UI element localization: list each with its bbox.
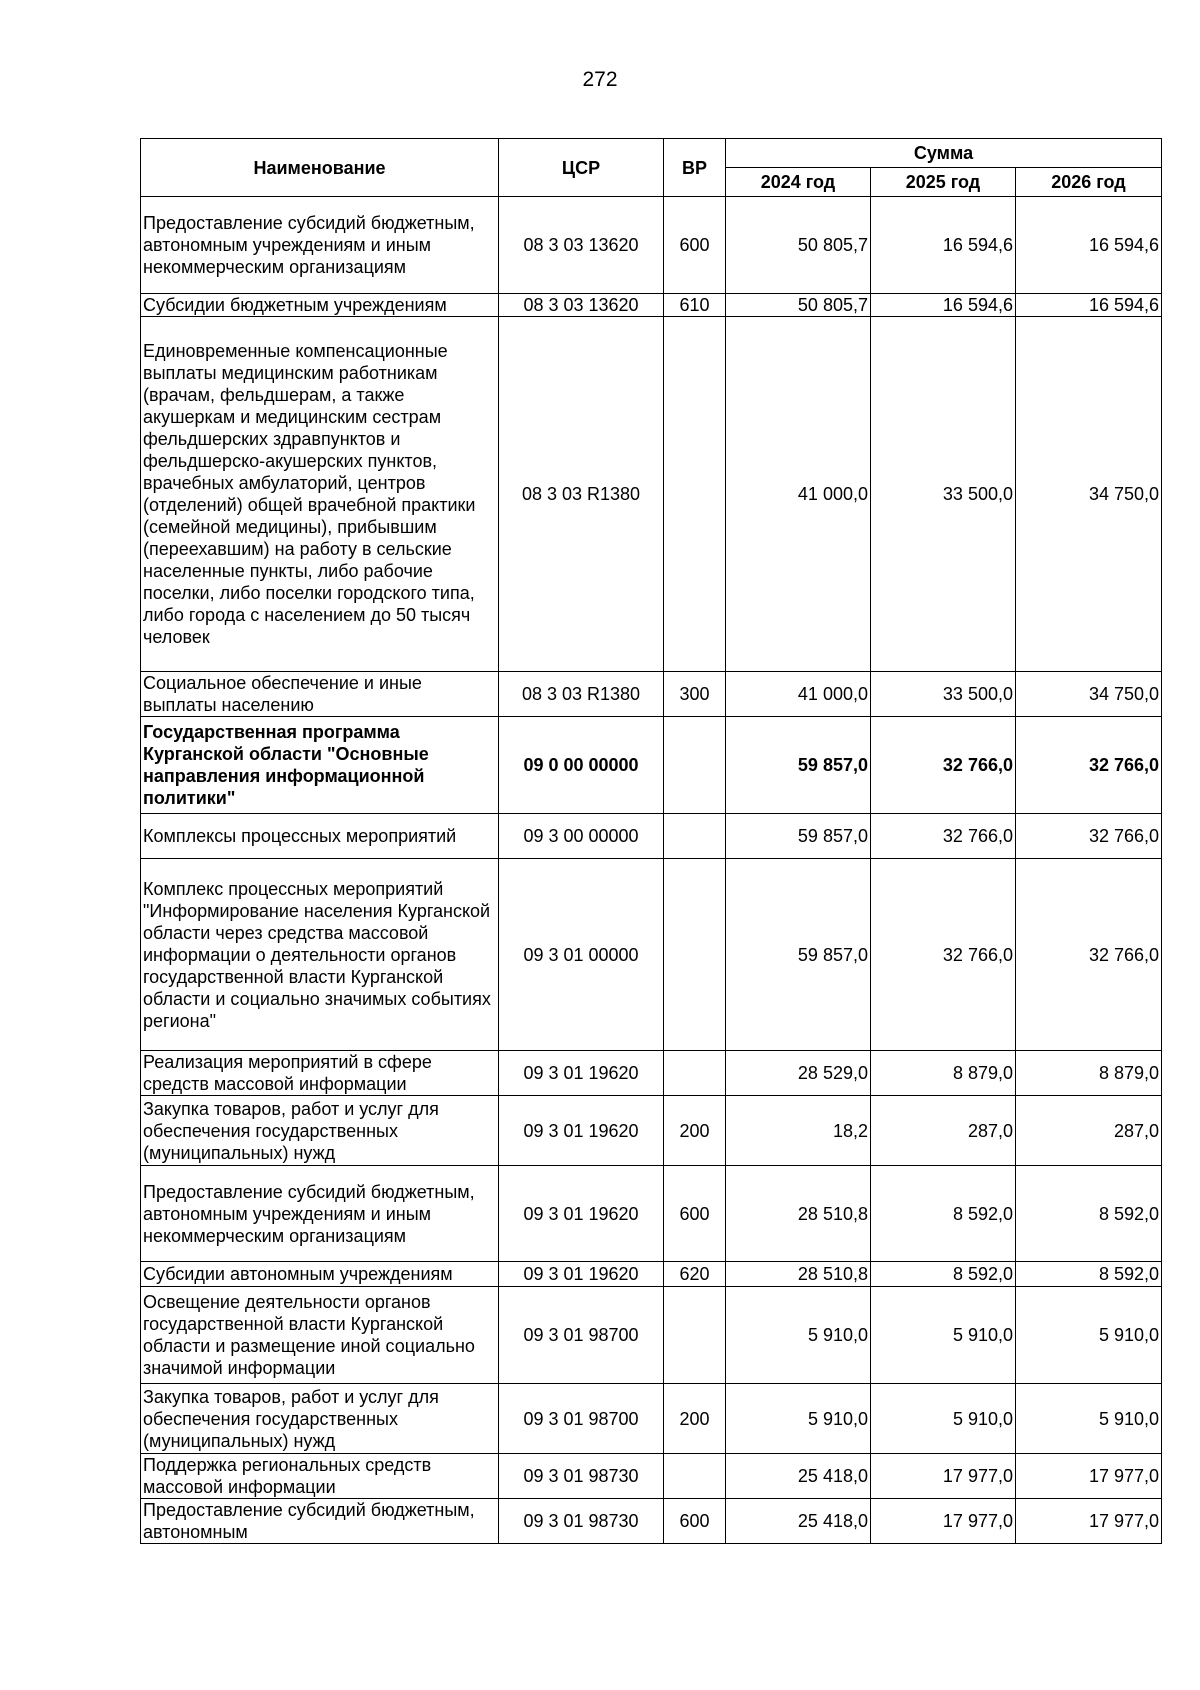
table-row	[141, 1384, 1162, 1454]
row-sum-2025: 16 594,6	[871, 294, 1016, 317]
row-name: Социальное обеспечение и иные выплаты населению	[141, 672, 499, 717]
row-sum-2025: 32 766,0	[871, 717, 1016, 814]
row-csr: 09 3 01 19620	[499, 1051, 664, 1096]
row-csr: 09 3 01 19620	[499, 1096, 664, 1166]
row-name: Субсидии автономным учреждениям	[141, 1262, 499, 1287]
row-sum-2026: 34 750,0	[1016, 672, 1162, 717]
table-row	[141, 197, 1162, 294]
table-row	[141, 814, 1162, 859]
row-name: Государственная программа Курганской области "Основные направления информационной политики"	[141, 717, 499, 814]
row-name: Освещение деятельности органов государственной власти Курганской области и размещение иной социально значимой информации	[141, 1287, 499, 1384]
row-sum-2024: 28 529,0	[726, 1051, 871, 1096]
row-vr: 610	[664, 294, 726, 317]
row-sum-2026: 16 594,6	[1016, 294, 1162, 317]
table-row	[141, 717, 1162, 814]
row-sum-2024: 59 857,0	[726, 717, 871, 814]
row-vr: 620	[664, 1262, 726, 1287]
header-year-2025: 2025 год	[871, 168, 1016, 197]
row-vr	[664, 317, 726, 672]
row-csr: 09 0 00 00000	[499, 717, 664, 814]
header-year-2026: 2026 год	[1016, 168, 1162, 197]
row-name: Реализация мероприятий в сфере средств массовой информации	[141, 1051, 499, 1096]
row-sum-2025: 5 910,0	[871, 1384, 1016, 1454]
header-year-2024: 2024 год	[726, 168, 871, 197]
row-csr: 09 3 01 98700	[499, 1384, 664, 1454]
row-vr	[664, 717, 726, 814]
table-row	[141, 859, 1162, 1051]
row-sum-2024: 5 910,0	[726, 1287, 871, 1384]
row-sum-2024: 41 000,0	[726, 672, 871, 717]
row-sum-2026: 8 879,0	[1016, 1051, 1162, 1096]
row-vr	[664, 1287, 726, 1384]
row-sum-2024: 59 857,0	[726, 859, 871, 1051]
row-sum-2025: 16 594,6	[871, 197, 1016, 294]
row-vr: 600	[664, 197, 726, 294]
row-sum-2024: 59 857,0	[726, 814, 871, 859]
row-vr: 600	[664, 1499, 726, 1544]
row-sum-2025: 17 977,0	[871, 1499, 1016, 1544]
row-sum-2026: 287,0	[1016, 1096, 1162, 1166]
row-sum-2025: 32 766,0	[871, 859, 1016, 1051]
row-sum-2026: 16 594,6	[1016, 197, 1162, 294]
row-name: Предоставление субсидий бюджетным, автономным учреждениям и иным некоммерческим организациям	[141, 1166, 499, 1262]
table-row	[141, 1166, 1162, 1262]
row-csr: 09 3 01 00000	[499, 859, 664, 1051]
row-vr: 200	[664, 1384, 726, 1454]
row-sum-2026: 32 766,0	[1016, 717, 1162, 814]
row-sum-2024: 25 418,0	[726, 1454, 871, 1499]
row-sum-2025: 287,0	[871, 1096, 1016, 1166]
row-sum-2026: 17 977,0	[1016, 1454, 1162, 1499]
row-vr: 300	[664, 672, 726, 717]
page-number: 272	[582, 68, 618, 91]
row-sum-2026: 17 977,0	[1016, 1499, 1162, 1544]
row-vr	[664, 814, 726, 859]
table-row	[141, 1499, 1162, 1544]
row-csr: 08 3 03 R1380	[499, 317, 664, 672]
row-sum-2026: 32 766,0	[1016, 814, 1162, 859]
header-name: Наименование	[141, 139, 499, 197]
row-sum-2025: 32 766,0	[871, 814, 1016, 859]
table-row	[141, 1096, 1162, 1166]
budget-table	[140, 138, 1162, 1544]
header-csr: ЦСР	[499, 139, 664, 197]
row-name: Поддержка региональных средств массовой информации	[141, 1454, 499, 1499]
row-sum-2024: 28 510,8	[726, 1166, 871, 1262]
row-sum-2024: 41 000,0	[726, 317, 871, 672]
row-sum-2025: 8 592,0	[871, 1262, 1016, 1287]
row-sum-2024: 28 510,8	[726, 1262, 871, 1287]
row-csr: 09 3 01 98730	[499, 1454, 664, 1499]
row-sum-2026: 32 766,0	[1016, 859, 1162, 1051]
row-name: Субсидии бюджетным учреждениям	[141, 294, 499, 317]
row-csr: 09 3 01 98730	[499, 1499, 664, 1544]
row-sum-2024: 50 805,7	[726, 294, 871, 317]
row-csr: 08 3 03 13620	[499, 197, 664, 294]
row-name: Предоставление субсидий бюджетным, автономным учреждениям и иным некоммерческим организациям	[141, 197, 499, 294]
row-csr: 09 3 01 98700	[499, 1287, 664, 1384]
table-header	[141, 139, 1162, 197]
table-row	[141, 672, 1162, 717]
row-sum-2026: 8 592,0	[1016, 1262, 1162, 1287]
table-row	[141, 1262, 1162, 1287]
header-sum: Сумма	[726, 139, 1162, 168]
table-body	[141, 197, 1162, 1544]
row-sum-2026: 5 910,0	[1016, 1287, 1162, 1384]
row-name: Единовременные компенсационные выплаты медицинским работникам (врачам, фельдшерам, а также акушеркам и медицинским сестрам фельдшерских здравпунктов и фельдшерско-акушерских пунктов, врачебных амбулаторий, центров (отделений) общей врачебной практики (семейной медицины), прибывшим (переехавшим) на работу в сельские населенные пункты, либо рабочие поселки, либо поселки городского типа, либо города с населением до 50 тысяч человек	[141, 317, 499, 672]
row-name: Закупка товаров, работ и услуг для обеспечения государственных (муниципальных) нужд	[141, 1096, 499, 1166]
table-row	[141, 294, 1162, 317]
table-row	[141, 1287, 1162, 1384]
header-vr: ВР	[664, 139, 726, 197]
row-vr: 200	[664, 1096, 726, 1166]
row-sum-2025: 33 500,0	[871, 672, 1016, 717]
row-sum-2025: 8 879,0	[871, 1051, 1016, 1096]
row-vr	[664, 1454, 726, 1499]
row-sum-2025: 33 500,0	[871, 317, 1016, 672]
row-sum-2025: 8 592,0	[871, 1166, 1016, 1262]
row-csr: 09 3 01 19620	[499, 1166, 664, 1262]
table-row	[141, 1051, 1162, 1096]
row-name: Комплексы процессных мероприятий	[141, 814, 499, 859]
row-sum-2025: 17 977,0	[871, 1454, 1016, 1499]
row-vr	[664, 859, 726, 1051]
row-sum-2025: 5 910,0	[871, 1287, 1016, 1384]
row-csr: 09 3 01 19620	[499, 1262, 664, 1287]
row-sum-2026: 34 750,0	[1016, 317, 1162, 672]
row-name: Комплекс процессных мероприятий "Информирование населения Курганской области через средства массовой информации о деятельности органов государственной власти Курганской области и социально значимых событиях региона"	[141, 859, 499, 1051]
row-sum-2024: 5 910,0	[726, 1384, 871, 1454]
table-row	[141, 1454, 1162, 1499]
row-csr: 08 3 03 13620	[499, 294, 664, 317]
row-sum-2024: 18,2	[726, 1096, 871, 1166]
row-vr: 600	[664, 1166, 726, 1262]
row-sum-2024: 25 418,0	[726, 1499, 871, 1544]
row-vr	[664, 1051, 726, 1096]
row-csr: 09 3 00 00000	[499, 814, 664, 859]
table-row	[141, 317, 1162, 672]
row-sum-2024: 50 805,7	[726, 197, 871, 294]
row-name: Закупка товаров, работ и услуг для обеспечения государственных (муниципальных) нужд	[141, 1384, 499, 1454]
row-sum-2026: 5 910,0	[1016, 1384, 1162, 1454]
row-csr: 08 3 03 R1380	[499, 672, 664, 717]
row-name: Предоставление субсидий бюджетным, автономным	[141, 1499, 499, 1544]
row-sum-2026: 8 592,0	[1016, 1166, 1162, 1262]
